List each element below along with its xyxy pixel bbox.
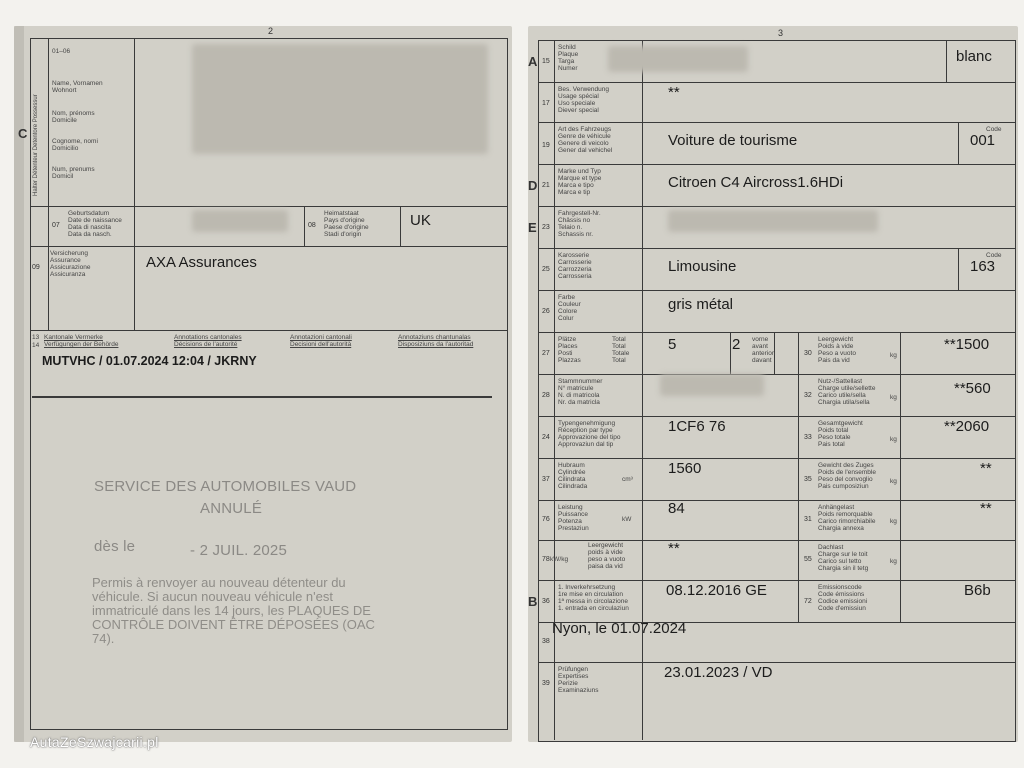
watermark: AutaZeSzwajcarii.pl [30, 734, 159, 750]
body-code: 163 [970, 258, 996, 275]
vehicle-type-value: Voiture de tourisme [668, 132, 798, 149]
section-letter-a: A [528, 54, 538, 69]
payload-label: Nutz-/Sattellast Charge utile/sellette Carico utile/sella Chargia utila/sella [818, 378, 876, 406]
train-weight-value: ** [980, 460, 992, 477]
roof-load-label: Dachlast Charge sur le toit Carico sul tetto Chargia sin il tetg [818, 544, 869, 572]
right-page [528, 26, 1018, 742]
power-label: Leistung Puissance Potenza Prestaziun [558, 504, 589, 532]
row-55-code: 55 [804, 556, 812, 563]
type-approval-label: Typengenehmigung Réception par type Approvazione del tipo Approvaziun dal tip [558, 420, 621, 448]
row-15-code: 15 [542, 58, 550, 65]
total-weight-label: Gesamtgewicht Poids total Peso totale Pais total [818, 420, 863, 448]
annotation-entry: MUTVHC / 01.07.2024 12:04 / JKRNY [42, 354, 257, 368]
insurance-label: Versicherung Assurance Assicurazione Assicuranza [50, 250, 91, 278]
birthdate-label: Geburtsdatum Date de naissance Data di nascita Data da nasch. [68, 210, 122, 238]
row-14-code: 14 [32, 342, 40, 349]
row-21-code: 21 [542, 182, 550, 189]
towing-value: ** [980, 500, 992, 517]
origin-label: Heimatstaat Pays d'origine Paese d'origine Stadi d'origin [324, 210, 369, 238]
displacement-value: 1560 [668, 460, 702, 477]
make-type-label: Marke und Typ Marque et type Marca e tipo Marca e tip [558, 168, 602, 196]
row-26-code: 26 [542, 308, 550, 315]
left-page [14, 26, 512, 742]
row-39-code: 39 [542, 680, 550, 687]
row-37-code: 37 [542, 476, 550, 483]
payload-value: **560 [954, 380, 991, 397]
row-76-code: 76 [542, 516, 550, 523]
page-number: 3 [778, 28, 784, 38]
special-use-label: Bes. Verwendung Usage spécial Uso speciale Diever special [558, 86, 609, 114]
roof-load-unit: kg [890, 558, 897, 565]
row-36-code: 36 [542, 598, 550, 605]
holder-label-rm: Num, prenums Domicil [52, 166, 95, 180]
power-weight-value: ** [668, 540, 680, 557]
row-38-code: 38 [542, 638, 550, 645]
towing-unit: kg [890, 518, 897, 525]
displacement-label: Hubraum Cylindrée Cilindrata Cilindrada [558, 462, 588, 490]
body-label: Karosserie Carrosserie Carrozzeria Carrosseria [558, 252, 592, 280]
seats-front-value: 2 [732, 336, 741, 353]
vehicle-type-code: 001 [970, 132, 996, 149]
row-72-code: 72 [804, 598, 812, 605]
row-35-code: 35 [804, 476, 812, 483]
payload-unit: kg [890, 394, 897, 401]
first-registration-value: 08.12.2016 GE [666, 582, 767, 599]
row-30-code: 30 [804, 350, 812, 357]
row-01-06: 01–06 [52, 48, 71, 55]
seats-total-label: Total Total Totale Total [612, 336, 630, 364]
exam-label: Prüfungen Expertises Perizie Examinaziuns [558, 666, 599, 694]
row-08-code: 08 [308, 222, 316, 229]
row-23-code: 23 [542, 224, 550, 231]
annotations-header-it: Annotazioni cantonali Decisioni dell'autorità [290, 334, 352, 348]
vehicle-type-code-label: Code [986, 126, 1002, 133]
color-value: gris métal [668, 296, 734, 313]
section-letter-b: B [528, 594, 538, 609]
section-letter-e: E [528, 220, 537, 235]
seats-total-value: 5 [668, 336, 677, 353]
page-number: 2 [268, 26, 274, 36]
emission-code-label: Emissionscode Code émissions Codice emissioni Code d'emissiun [818, 584, 868, 612]
plate-color: blanc [956, 48, 992, 65]
power-weight-label: kW/kg [550, 556, 569, 563]
total-weight-unit: kg [890, 436, 897, 443]
row-25-code: 25 [542, 266, 550, 273]
annotations-header-rm: Annotaziuns chantunalas Disposiziuns da l'autoritad [398, 334, 474, 348]
power-weight-sublabel: Leergewicht poids à vide peso a vuoto paisa da vid [588, 542, 626, 570]
section-letter-d: D [528, 178, 538, 193]
empty-weight-value: **1500 [944, 336, 990, 353]
row-17-code: 17 [542, 100, 550, 107]
row-33-code: 33 [804, 434, 812, 441]
type-approval-value: 1CF6 76 [668, 418, 726, 435]
row-09-code: 09 [32, 264, 40, 271]
exam-value: 23.01.2023 / VD [664, 664, 773, 681]
power-value: 84 [668, 500, 685, 517]
displacement-unit: cm³ [622, 476, 633, 483]
empty-weight-unit: kg [890, 352, 897, 359]
color-label: Farbe Couleur Colore Colur [558, 294, 581, 322]
stamp-annule: ANNULÉ [200, 500, 263, 517]
birthdate-redacted [192, 210, 288, 232]
row-32-code: 32 [804, 392, 812, 399]
section-letter-c: C [18, 126, 28, 141]
stamp-body: Permis à renvoyer au nouveau détenteur du véhicule. Si aucun nouveau véhicule n'est immatriculé dans les 14 jours, les PLAQUES DE CONTRÔLE DOIVENT ÊTRE DÉPOSÉES (OAC 74). [92, 575, 375, 646]
power-unit: kW [622, 516, 632, 523]
chassis-redacted [668, 210, 878, 232]
plate-redacted [608, 46, 748, 72]
special-use-value: ** [668, 84, 680, 101]
origin-value: UK [410, 212, 431, 229]
row-19-code: 19 [542, 142, 550, 149]
stamp-date: - 2 JUIL. 2025 [190, 542, 288, 559]
holder-vertical-label: Halter Détenteur Detentore Possessur [33, 94, 39, 196]
chassis-label: Fahrgestell-Nr. Châssis no Telaio n. Schassis nr. [558, 210, 601, 238]
insurance-value: AXA Assurances [146, 254, 257, 271]
row-24-code: 24 [542, 434, 550, 441]
holder-label-de: Name, Vornamen Wohnort [52, 80, 103, 94]
make-type-value: Citroen C4 Aircross1.6HDi [668, 174, 844, 191]
stamp-service: SERVICE DES AUTOMOBILES VAUD [94, 478, 357, 495]
holder-name-redacted [192, 44, 488, 154]
row-13-code: 13 [32, 334, 40, 341]
row-07-code: 07 [52, 222, 60, 229]
row-27-code: 27 [542, 350, 550, 357]
seats-front-label: vorne avant anteriori davant [752, 336, 776, 364]
plate-label: Schild Plaque Targa Numer [558, 44, 579, 72]
vehicle-type-label: Art des Fahrzeugs Genre de véhicule Genere di veicolo Gener dal vehichel [558, 126, 613, 154]
first-registration-label: 1. Inverkehrsetzung 1re mise en circulation 1ª messa in circolazione 1. entrada en circulaziun [558, 584, 629, 612]
empty-weight-label: Leergewicht Poids à vide Peso a vuoto Pais da vid [818, 336, 856, 364]
issue-place-date: Nyon, le 01.07.2024 [552, 620, 687, 637]
seats-label: Plätze Places Posti Plazzas [558, 336, 581, 364]
holder-label-fr: Nom, prénoms Domicile [52, 110, 95, 124]
matricule-label: Stammnummer N° matricule N. di matricola Nr. da matricla [558, 378, 603, 406]
total-weight-value: **2060 [944, 418, 990, 435]
holder-label-it: Cognome, nomi Domicilio [52, 138, 98, 152]
emission-code-value: B6b [964, 582, 991, 599]
row-31-code: 31 [804, 516, 812, 523]
train-weight-label: Gewicht des Zuges Poids de l'ensemble Peso del convoglio Pais cumposiziun [818, 462, 876, 490]
body-code-label: Code [986, 252, 1002, 259]
row-28-code: 28 [542, 392, 550, 399]
towing-label: Anhängelast Poids remorquable Carico rimorchiabile Chargia annexa [818, 504, 876, 532]
body-value: Limousine [668, 258, 737, 275]
matricule-redacted [660, 374, 764, 396]
stamp-des-le: dès le [94, 538, 136, 555]
row-78-code: 78 [542, 556, 550, 563]
annotations-header-fr: Annotations cantonales Décisions de l'autorité [174, 334, 242, 348]
train-weight-unit: kg [890, 478, 897, 485]
annotations-header-de: Kantonale Vermerke Verfügungen der Behörde [44, 334, 119, 348]
